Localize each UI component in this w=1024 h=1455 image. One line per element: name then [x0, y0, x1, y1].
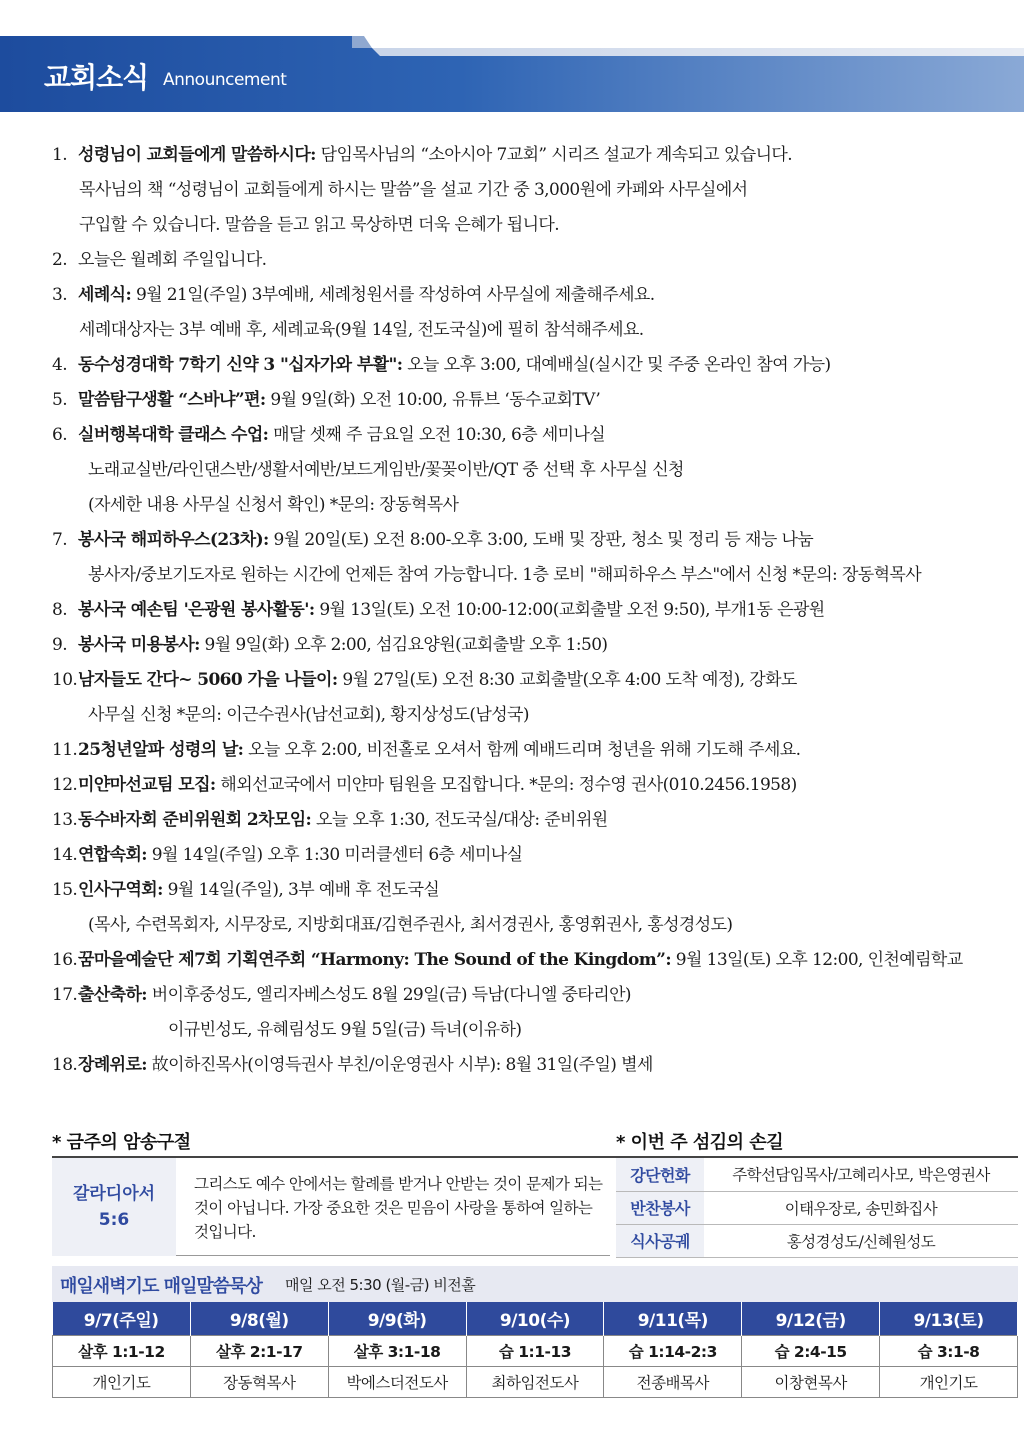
- item-number: 8.: [52, 600, 68, 620]
- item-text: 매달 셋째 주 금요일 오전 10:30, 6층 세미나실: [268, 425, 606, 445]
- server-role: 반찬봉사: [616, 1191, 704, 1224]
- prayer-schedule-table: [52, 1302, 1018, 1398]
- item-text: (자세한 내용 사무실 신청서 확인) *문의: 장동혁목사: [88, 495, 459, 515]
- verse-reference: [52, 1158, 176, 1256]
- item-number: 4.: [52, 355, 68, 375]
- announcement-item: [52, 593, 1022, 628]
- prayer-header: [52, 1266, 1018, 1302]
- memory-verse-box: [52, 1158, 610, 1256]
- announcement-list: [52, 138, 1022, 1083]
- item-text: (목사, 수련목회자, 시무장로, 지방회대표/김현주권사, 최서경권사, 홍영휘권사, 홍성경성도): [88, 915, 733, 935]
- announcement-continuation: [52, 453, 1022, 488]
- item-heading: 남자들도 간다~ 5060 가을 나들이:: [78, 670, 338, 690]
- prayer-info: 매일 오전 5:30 (월-금) 비전홀: [285, 1276, 476, 1294]
- item-heading: 봉사국 예손팀 '은광원 봉사활동':: [78, 600, 315, 620]
- prayer-leader: 장동혁목사: [190, 1366, 328, 1397]
- item-text: 9월 14일(주일), 3부 예배 후 전도국실: [162, 880, 440, 900]
- announcement-continuation: [52, 313, 1022, 348]
- announcement-item: [52, 768, 1022, 803]
- server-names: 이태우장로, 송민화집사: [704, 1191, 1018, 1224]
- announcement-item: [52, 803, 1022, 838]
- announcement-continuation: [52, 488, 1022, 523]
- item-text: 9월 20일(토) 오전 8:00-오후 3:00, 도배 및 장판, 청소 및 정리 등 재능 나눔: [268, 530, 814, 550]
- item-text: 故이하진목사(이영득권사 부친/이운영권사 시부): 8월 31일(주일) 별세: [146, 1055, 653, 1075]
- item-heading: 연합속회:: [78, 845, 147, 865]
- prayer-date: 9/9(화): [328, 1302, 466, 1335]
- announcement-continuation: [52, 698, 1022, 733]
- item-text: 9월 13일(토) 오전 10:00-12:00(교회출발 오전 9:50), 부개1동 은광원: [314, 600, 825, 620]
- item-heading: 봉사국 미용봉사:: [78, 635, 200, 655]
- prayer-leader: 전종배목사: [604, 1366, 742, 1397]
- item-number: 10.: [52, 670, 78, 690]
- announcement-item: [52, 523, 1022, 558]
- announcement-item: [52, 278, 1022, 313]
- table-row: [53, 1335, 1018, 1366]
- server-role: 강단헌화: [616, 1158, 704, 1191]
- announcement-continuation: [52, 908, 1022, 943]
- prayer-date: 9/12(금): [742, 1302, 880, 1335]
- item-number: 6.: [52, 425, 68, 445]
- item-number: 3.: [52, 285, 68, 305]
- item-heading: 실버행복대학 클래스 수업:: [78, 425, 269, 445]
- prayer-date: 9/8(월): [190, 1302, 328, 1335]
- item-heading: 출산축하:: [78, 985, 147, 1005]
- announcement-item: [52, 418, 1022, 453]
- item-heading: 25청년알파 성령의 날:: [78, 740, 244, 760]
- item-text: 9월 21일(주일) 3부예배, 세례청원서를 작성하여 사무실에 제출해주세요.: [131, 285, 655, 305]
- item-number: 7.: [52, 530, 68, 550]
- prayer-passage: 습 3:1-8: [880, 1335, 1018, 1366]
- prayer-date: 9/7(주일): [53, 1302, 191, 1335]
- item-text: 구입할 수 있습니다. 말씀을 듣고 읽고 묵상하면 더욱 은혜가 됩니다.: [79, 215, 560, 235]
- item-text: 목사님의 책 “성령님이 교회들에게 하시는 말씀”을 설교 기간 중 3,000원에 카페와 사무실에서: [79, 180, 748, 200]
- item-text: 9월 9일(화) 오전 10:00, 유튜브 ‘동수교회TV’: [265, 390, 601, 410]
- prayer-leader: 박에스더전도사: [328, 1366, 466, 1397]
- page-title: 교회소식: [44, 61, 149, 94]
- servers-table: [616, 1158, 1018, 1258]
- server-role: 식사공궤: [616, 1224, 704, 1257]
- item-text: 9월 13일(토) 오후 12:00, 인천예림학교: [671, 950, 963, 970]
- item-text: 오늘 오후 2:00, 비전홀로 오셔서 함께 예배드리며 청년을 위해 기도해 주세요.: [243, 740, 801, 760]
- announcement-continuation: [52, 1013, 1022, 1048]
- item-text: 버이후중성도, 엘리자베스성도 8월 29일(금) 득남(다니엘 중타리안): [146, 985, 631, 1005]
- header-banner: [0, 36, 1024, 112]
- announcement-item: [52, 978, 1022, 1013]
- announcement-continuation: [52, 558, 1022, 593]
- item-heading: 미얀마선교팀 모집:: [78, 775, 216, 795]
- prayer-date: 9/13(토): [880, 1302, 1018, 1335]
- announcement-continuation: [52, 208, 1022, 243]
- table-row: [616, 1191, 1018, 1224]
- item-number: 1.: [52, 145, 68, 165]
- announcement-item: [52, 628, 1022, 663]
- item-heading: 동수성경대학 7학기 신약 3 "십자가와 부활":: [78, 355, 403, 375]
- item-number: 9.: [52, 635, 68, 655]
- item-number: 18.: [52, 1055, 78, 1075]
- announcement-item: [52, 838, 1022, 873]
- announcement-continuation: [52, 173, 1022, 208]
- announcement-item: [52, 383, 1022, 418]
- verse-text: 그리스도 예수 안에서는 할례를 받거나 안받는 것이 문제가 되는 것이 아닙니다. 가장 중요한 것은 믿음이 사랑을 통하여 일하는 것입니다.: [194, 1175, 603, 1241]
- table-row: [53, 1366, 1018, 1397]
- announcement-item: [52, 243, 1022, 278]
- prayer-date: 9/10(수): [466, 1302, 604, 1335]
- prayer-leader: 이창현목사: [742, 1366, 880, 1397]
- servers-title: * 이번 주 섬김의 손길: [616, 1132, 784, 1153]
- item-number: 11.: [52, 740, 78, 760]
- item-text: 9월 9일(화) 오후 2:00, 섬김요양원(교회출발 오후 1:50): [199, 635, 608, 655]
- table-row: [616, 1224, 1018, 1257]
- item-number: 2.: [52, 250, 68, 270]
- item-heading: 세례식:: [78, 285, 132, 305]
- announcement-item: [52, 873, 1022, 908]
- item-heading: 말씀탐구생활 “스바냐”편:: [78, 390, 266, 410]
- item-text: 9월 14일(주일) 오후 1:30 미러클센터 6층 세미나실: [146, 845, 523, 865]
- item-number: 16.: [52, 950, 78, 970]
- verse-chapter: 5:6: [98, 1210, 130, 1230]
- announcement-item: [52, 138, 1022, 173]
- item-number: 5.: [52, 390, 68, 410]
- announcement-item: [52, 663, 1022, 698]
- item-text: 오늘 오후 3:00, 대예배실(실시간 및 주중 온라인 참여 가능): [402, 355, 831, 375]
- item-text: 해외선교국에서 미얀마 팀원을 모집합니다. *문의: 정수영 권사(010.2456.1958): [215, 775, 797, 795]
- item-text: 세례대상자는 3부 예배 후, 세례교육(9월 14일, 전도국실)에 필히 참석해주세요.: [79, 320, 644, 340]
- item-text: 이규빈성도, 유혜림성도 9월 5일(금) 득녀(이유하): [168, 1020, 522, 1040]
- item-text: 오늘 오후 1:30, 전도국실/대상: 준비위원: [311, 810, 608, 830]
- item-number: 14.: [52, 845, 78, 865]
- item-heading: 동수바자회 준비위원회 2차모임:: [78, 810, 312, 830]
- item-text: 9월 27일(토) 오전 8:30 교회출발(오후 4:00 도착 예정), 강화도: [337, 670, 797, 690]
- item-text: 봉사자/중보기도자로 원하는 시간에 언제든 참여 가능합니다. 1층 로비 "해피하우스 부스"에서 신청 *문의: 장동혁목사: [88, 565, 922, 585]
- table-row: [616, 1158, 1018, 1191]
- prayer-passage: 살후 3:1-18: [328, 1335, 466, 1366]
- prayer-date: 9/11(목): [604, 1302, 742, 1335]
- item-heading: 성령님이 교회들에게 말씀하시다:: [78, 145, 316, 165]
- prayer-title: 매일새벽기도 매일말씀묵상: [60, 1276, 262, 1297]
- prayer-leader: 개인기도: [53, 1366, 191, 1397]
- item-number: 13.: [52, 810, 78, 830]
- prayer-leader: 개인기도: [880, 1366, 1018, 1397]
- item-text: 사무실 신청 *문의: 이근수권사(남선교회), 황지상성도(남성국): [88, 705, 529, 725]
- item-number: 12.: [52, 775, 78, 795]
- item-heading: 봉사국 해피하우스(23차):: [78, 530, 269, 550]
- server-names: 주학선담임목사/고혜리사모, 박은영권사: [704, 1158, 1018, 1191]
- page-subtitle: Announcement: [163, 70, 287, 90]
- table-header-row: [53, 1302, 1018, 1335]
- item-text: 담임목사님의 “소아시아 7교회” 시리즈 설교가 계속되고 있습니다.: [315, 145, 793, 165]
- prayer-passage: 살후 1:1-12: [53, 1335, 191, 1366]
- server-names: 홍성경성도/신혜원성도: [704, 1224, 1018, 1257]
- item-number: 17.: [52, 985, 78, 1005]
- item-heading: 장례위로:: [78, 1055, 147, 1075]
- prayer-passage: 습 1:14-2:3: [604, 1335, 742, 1366]
- announcement-item: [52, 348, 1022, 383]
- prayer-passage: 습 2:4-15: [742, 1335, 880, 1366]
- verse-book: 갈라디아서: [72, 1184, 156, 1204]
- item-heading: 인사구역회:: [78, 880, 163, 900]
- announcement-item: [52, 943, 1022, 978]
- item-number: 15.: [52, 880, 78, 900]
- item-heading: 꿈마을예술단 제7회 기획연주회 “Harmony: The Sound of the Kingdom”:: [78, 950, 671, 970]
- item-text: 노래교실반/라인댄스반/생활서예반/보드게임반/꽃꽂이반/QT 중 선택 후 사무실 신청: [88, 460, 684, 480]
- banner-background: [0, 36, 1024, 112]
- announcement-item: [52, 733, 1022, 768]
- prayer-leader: 최하임전도사: [466, 1366, 604, 1397]
- prayer-passage: 습 1:1-13: [466, 1335, 604, 1366]
- announcement-item: [52, 1048, 1022, 1083]
- memory-verse-title: * 금주의 암송구절: [52, 1132, 191, 1153]
- prayer-passage: 살후 2:1-17: [190, 1335, 328, 1366]
- item-text: 오늘은 월례회 주일입니다.: [78, 250, 267, 270]
